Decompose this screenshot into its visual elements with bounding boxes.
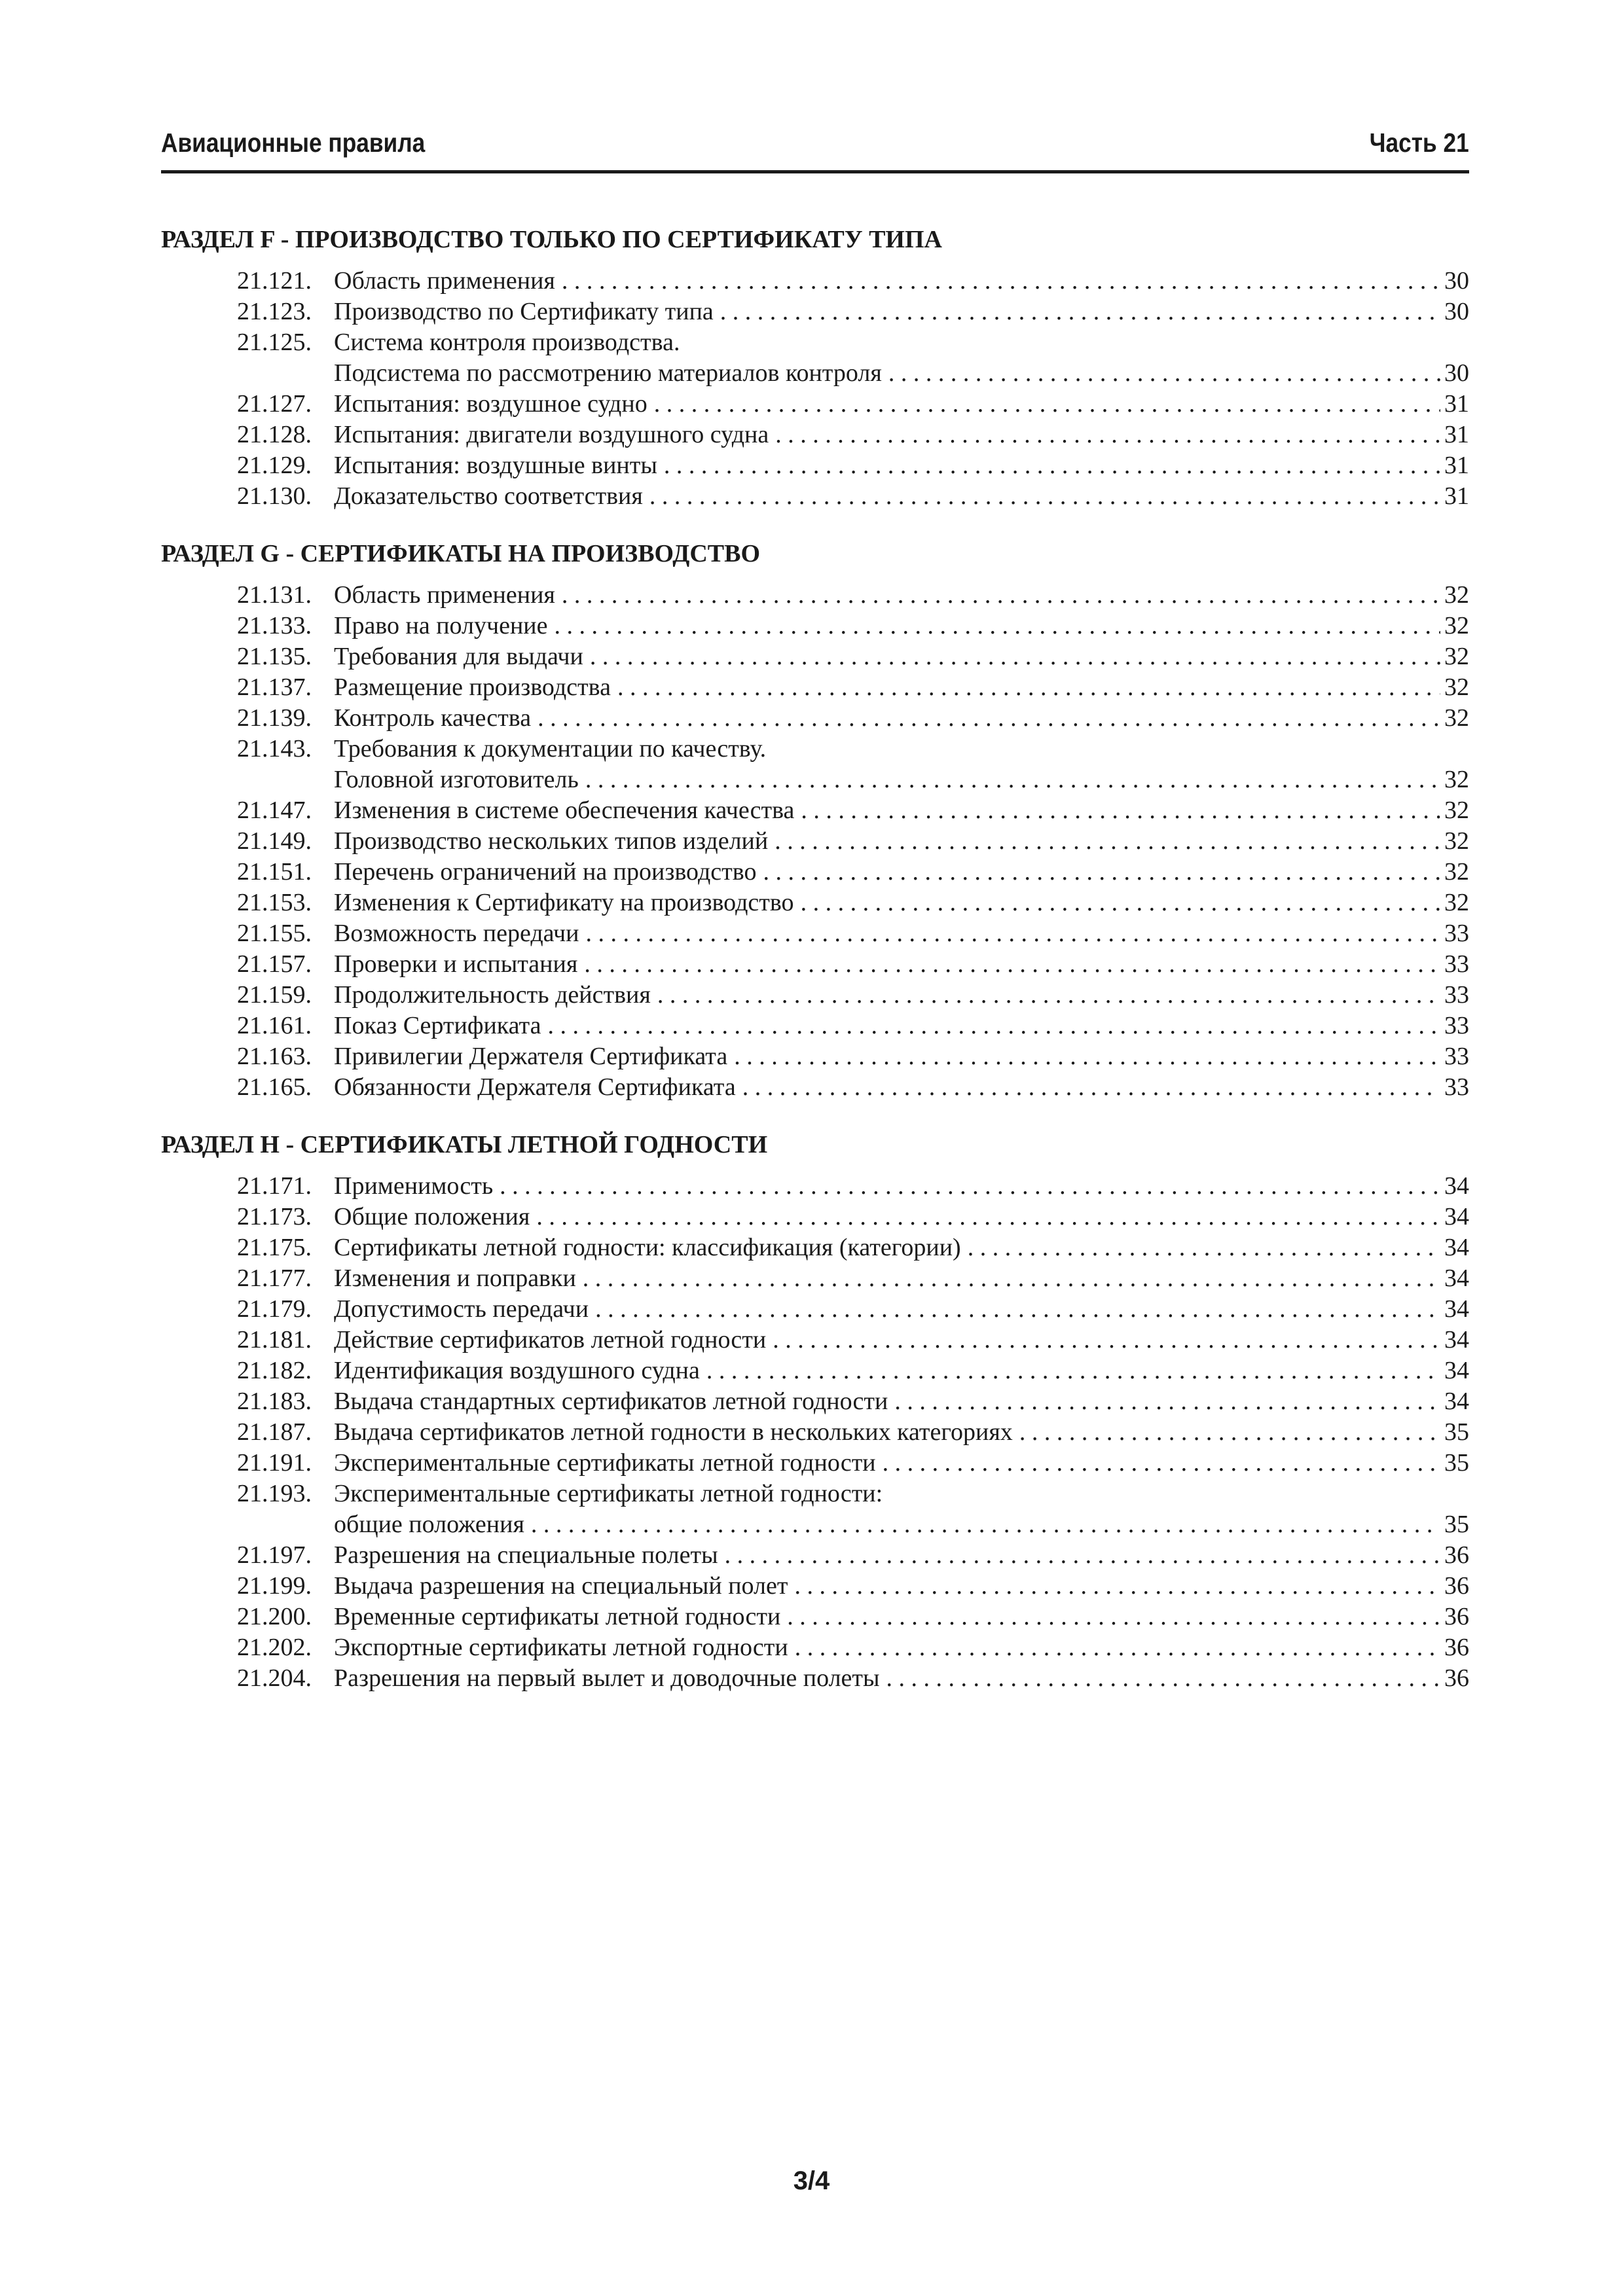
- entry-page: 33: [1444, 1043, 1469, 1070]
- toc-entry[interactable]: [161, 327, 1469, 389]
- entry-page: 32: [1444, 673, 1469, 701]
- entry-title: Испытания: воздушное судно: [334, 390, 647, 418]
- entry-title: Испытания: двигатели воздушного судна: [334, 421, 769, 448]
- entry-title: Выдача разрешения на специальный полет: [334, 1572, 788, 1600]
- entry-line: [334, 296, 1469, 327]
- toc-entry[interactable]: [161, 795, 1469, 826]
- entry-title: Временные сертификаты летной годности: [334, 1603, 781, 1630]
- toc-entry[interactable]: [161, 1663, 1469, 1694]
- entry-line: [334, 918, 1469, 949]
- entry-page: 32: [1444, 889, 1469, 916]
- page-number: 3/4: [793, 2166, 830, 2195]
- entry-number: 21.193.: [237, 1480, 312, 1507]
- entry-title: Область применения: [334, 267, 555, 295]
- toc-entry[interactable]: [161, 611, 1469, 641]
- dot-leader: [742, 1072, 1440, 1103]
- toc-entry[interactable]: [161, 420, 1469, 450]
- entry-title: Идентификация воздушного судна: [334, 1357, 700, 1384]
- dot-leader: [649, 481, 1440, 512]
- dot-leader: [657, 980, 1440, 1011]
- entry-line: [334, 1509, 1469, 1540]
- entry-line: [334, 1232, 1469, 1263]
- entry-number: 21.182.: [237, 1357, 312, 1384]
- entry-number: 21.127.: [237, 390, 312, 418]
- entry-title: Размещение производства: [334, 673, 611, 701]
- entry-number: 21.123.: [237, 298, 312, 325]
- table-of-contents: [161, 223, 1469, 1694]
- entry-page: 35: [1444, 1449, 1469, 1477]
- entry-page: 35: [1444, 1511, 1469, 1538]
- dot-leader: [720, 296, 1440, 327]
- entry-line: [334, 1355, 1469, 1386]
- entry-number: 21.165.: [237, 1073, 312, 1101]
- entry-page: 34: [1444, 1388, 1469, 1415]
- entry-page: 33: [1444, 950, 1469, 978]
- dot-leader: [562, 580, 1440, 611]
- dot-leader: [725, 1540, 1440, 1571]
- entry-page: 32: [1444, 766, 1469, 793]
- toc-section: [161, 1128, 1469, 1694]
- entry-title: Выдача сертификатов летной годности в нескольких категориях: [334, 1418, 1013, 1446]
- entry-title: Применимость: [334, 1172, 494, 1200]
- toc-entry[interactable]: [161, 1232, 1469, 1263]
- entry-title: Изменения к Сертификату на производство: [334, 889, 794, 916]
- entry-line: [334, 481, 1469, 512]
- entry-line: [334, 1011, 1469, 1041]
- toc-entry[interactable]: [161, 450, 1469, 481]
- document-title: Авиационные правила: [161, 128, 426, 158]
- dot-leader: [1019, 1417, 1440, 1448]
- entry-line: [334, 1448, 1469, 1479]
- entry-title: Допустимость передачи: [334, 1295, 589, 1323]
- entry-number: 21.131.: [237, 581, 312, 609]
- entry-page: 32: [1444, 827, 1469, 855]
- entry-line: [334, 1041, 1469, 1072]
- entry-number: 21.197.: [237, 1541, 312, 1569]
- entry-title: Подсистема по рассмотрению материалов контроля: [334, 359, 882, 387]
- entry-number: 21.175.: [237, 1234, 312, 1261]
- entry-line: [334, 795, 1469, 826]
- entry-line: [334, 826, 1469, 857]
- toc-entry[interactable]: [161, 1355, 1469, 1386]
- dot-leader: [763, 857, 1440, 888]
- toc-entry[interactable]: [161, 1448, 1469, 1479]
- entry-page: 30: [1444, 267, 1469, 295]
- entry-number: 21.181.: [237, 1326, 312, 1354]
- section-title: РАЗДЕЛ F - ПРОИЗВОДСТВО ТОЛЬКО ПО СЕРТИФИКАТУ ТИПА: [161, 226, 942, 253]
- dot-leader: [654, 389, 1440, 420]
- entry-title-first-line: Система контроля производства.: [334, 329, 680, 356]
- entry-page: 34: [1444, 1234, 1469, 1261]
- entry-title: Привилегии Держателя Сертификата: [334, 1043, 728, 1070]
- entry-page: 34: [1444, 1203, 1469, 1230]
- entry-number: 21.183.: [237, 1388, 312, 1415]
- toc-entry[interactable]: [161, 1632, 1469, 1663]
- entry-number: 21.199.: [237, 1572, 312, 1600]
- toc-entry[interactable]: [161, 1479, 1469, 1540]
- entry-title: Головной изготовитель: [334, 766, 579, 793]
- entry-page: 34: [1444, 1265, 1469, 1292]
- entry-line: [334, 1072, 1469, 1103]
- dot-leader: [536, 1202, 1440, 1232]
- toc-entry[interactable]: [161, 389, 1469, 420]
- entry-title: Проверки и испытания: [334, 950, 578, 978]
- entry-title: Экспортные сертификаты летной годности: [334, 1634, 788, 1661]
- entry-number: 21.149.: [237, 827, 312, 855]
- entry-number: 21.191.: [237, 1449, 312, 1477]
- dot-leader: [617, 672, 1440, 703]
- toc-entry[interactable]: [161, 1571, 1469, 1602]
- toc-entry[interactable]: [161, 1263, 1469, 1294]
- toc-entry[interactable]: [161, 1171, 1469, 1202]
- entry-page: 36: [1444, 1603, 1469, 1630]
- toc-entry[interactable]: [161, 1540, 1469, 1571]
- entry-title: Изменения в системе обеспечения качества: [334, 797, 795, 824]
- dot-leader: [584, 949, 1440, 980]
- entry-title: Действие сертификатов летной годности: [334, 1326, 767, 1354]
- toc-entry[interactable]: [161, 980, 1469, 1011]
- toc-entry[interactable]: [161, 1417, 1469, 1448]
- entry-number: 21.163.: [237, 1043, 312, 1070]
- entry-title: Контроль качества: [334, 704, 532, 732]
- entry-line: [334, 580, 1469, 611]
- entry-number: 21.128.: [237, 421, 312, 448]
- entry-line: [334, 1386, 1469, 1417]
- entry-line: [334, 641, 1469, 672]
- entry-title: Разрешения на первый вылет и доводочные полеты: [334, 1664, 880, 1692]
- entry-line: [334, 1602, 1469, 1632]
- entry-line: [334, 980, 1469, 1011]
- entry-number: 21.157.: [237, 950, 312, 978]
- entry-number: 21.173.: [237, 1203, 312, 1230]
- entry-line: [334, 450, 1469, 481]
- entry-page: 31: [1444, 482, 1469, 510]
- entry-page: 34: [1444, 1172, 1469, 1200]
- entry-title: Сертификаты летной годности: классификация (категории): [334, 1234, 961, 1261]
- entry-line: [334, 857, 1469, 888]
- toc-entry[interactable]: [161, 641, 1469, 672]
- entry-line: [334, 358, 1469, 389]
- dot-leader: [706, 1355, 1440, 1386]
- entry-number: 21.143.: [237, 735, 312, 762]
- entry-title: Производство по Сертификату типа: [334, 298, 714, 325]
- entry-page: 36: [1444, 1572, 1469, 1600]
- entry-number: 21.161.: [237, 1012, 312, 1039]
- toc-entry[interactable]: [161, 1325, 1469, 1355]
- entry-page: 32: [1444, 581, 1469, 609]
- entry-page: 32: [1444, 612, 1469, 639]
- entry-line: [334, 672, 1469, 703]
- entry-title: Испытания: воздушные винты: [334, 452, 657, 479]
- entry-page: 31: [1444, 421, 1469, 448]
- dot-leader: [664, 450, 1440, 481]
- toc-entry[interactable]: [161, 580, 1469, 611]
- part-label: Часть 21: [1370, 128, 1469, 158]
- entry-title: Разрешения на специальные полеты: [334, 1541, 718, 1569]
- entry-number: 21.129.: [237, 452, 312, 479]
- entry-line: [334, 949, 1469, 980]
- entry-page: 33: [1444, 1012, 1469, 1039]
- toc-entry[interactable]: [161, 672, 1469, 703]
- toc-entry[interactable]: [161, 1294, 1469, 1325]
- entry-page: 33: [1444, 920, 1469, 947]
- entry-number: 21.125.: [237, 329, 312, 356]
- toc-entry[interactable]: [161, 1202, 1469, 1232]
- dot-leader: [883, 1448, 1440, 1479]
- toc-entry[interactable]: [161, 1072, 1469, 1103]
- toc-entry[interactable]: [161, 481, 1469, 512]
- entry-title: Право на получение: [334, 612, 548, 639]
- dot-leader: [548, 1011, 1441, 1041]
- dot-leader: [894, 1386, 1440, 1417]
- entry-number: 21.171.: [237, 1172, 312, 1200]
- entry-title-first-line: Требования к документации по качеству.: [334, 735, 767, 762]
- entry-title: Требования для выдачи: [334, 643, 583, 670]
- entry-number: 21.159.: [237, 981, 312, 1009]
- entry-line: [334, 611, 1469, 641]
- entry-title: Возможность передачи: [334, 920, 579, 947]
- dot-leader: [583, 1263, 1440, 1294]
- entry-line: [334, 764, 1469, 795]
- dot-leader: [775, 826, 1440, 857]
- entry-page: 30: [1444, 298, 1469, 325]
- entry-line: [334, 1325, 1469, 1355]
- entry-page: 33: [1444, 1073, 1469, 1101]
- entry-title: общие положения: [334, 1511, 524, 1538]
- entry-number: 21.133.: [237, 612, 312, 639]
- toc-entry[interactable]: [161, 826, 1469, 857]
- entry-title: Общие положения: [334, 1203, 530, 1230]
- dot-leader: [585, 764, 1440, 795]
- entry-number: 21.155.: [237, 920, 312, 947]
- entry-line: [334, 703, 1469, 734]
- entry-number: 21.137.: [237, 673, 312, 701]
- toc-entry[interactable]: [161, 949, 1469, 980]
- entry-line: [334, 1540, 1469, 1571]
- entry-number: 21.187.: [237, 1418, 312, 1446]
- entry-title: Обязанности Держателя Сертификата: [334, 1073, 736, 1101]
- toc-entry[interactable]: [161, 703, 1469, 734]
- entry-page: 34: [1444, 1326, 1469, 1354]
- toc-entry[interactable]: [161, 1041, 1469, 1072]
- toc-entry[interactable]: [161, 918, 1469, 949]
- entry-line: [334, 266, 1469, 296]
- dot-leader: [801, 888, 1440, 918]
- toc-entry[interactable]: [161, 266, 1469, 296]
- entry-number: 21.130.: [237, 482, 312, 510]
- entry-page: 36: [1444, 1541, 1469, 1569]
- dot-leader: [801, 795, 1440, 826]
- entry-line: [334, 1632, 1469, 1663]
- toc-entry[interactable]: [161, 857, 1469, 888]
- dot-leader: [888, 358, 1440, 389]
- entry-number: 21.135.: [237, 643, 312, 670]
- entry-page: 31: [1444, 452, 1469, 479]
- entry-number: 21.147.: [237, 797, 312, 824]
- entry-number: 21.204.: [237, 1664, 312, 1692]
- entry-line: [334, 1417, 1469, 1448]
- entry-number: 21.179.: [237, 1295, 312, 1323]
- dot-leader: [531, 1509, 1440, 1540]
- entry-title: Область применения: [334, 581, 555, 609]
- dot-leader: [773, 1325, 1440, 1355]
- entry-page: 35: [1444, 1418, 1469, 1446]
- entry-line: [334, 1171, 1469, 1202]
- entry-number: 21.153.: [237, 889, 312, 916]
- page-header: [161, 124, 1469, 173]
- dot-leader: [590, 641, 1440, 672]
- dot-leader: [795, 1632, 1440, 1663]
- entry-page: 32: [1444, 797, 1469, 824]
- entry-page: 32: [1444, 643, 1469, 670]
- entry-number: 21.121.: [237, 267, 312, 295]
- entry-title: Продолжительность действия: [334, 981, 651, 1009]
- entry-page: 31: [1444, 390, 1469, 418]
- dot-leader: [886, 1663, 1440, 1694]
- toc-entry[interactable]: [161, 296, 1469, 327]
- dot-leader: [500, 1171, 1440, 1202]
- entry-title: Перечень ограничений на производство: [334, 858, 757, 886]
- entry-title: Изменения и поправки: [334, 1265, 576, 1292]
- entry-line: [334, 1294, 1469, 1325]
- entry-title-first-line: Экспериментальные сертификаты летной годности:: [334, 1480, 883, 1507]
- entry-page: 32: [1444, 704, 1469, 732]
- dot-leader: [538, 703, 1440, 734]
- entry-line: [334, 389, 1469, 420]
- section-title: РАЗДЕЛ H - СЕРТИФИКАТЫ ЛЕТНОЙ ГОДНОСТИ: [161, 1131, 768, 1158]
- toc-section: [161, 537, 1469, 1103]
- entry-page: 34: [1444, 1295, 1469, 1323]
- entry-line: [334, 1202, 1469, 1232]
- toc-entry[interactable]: [161, 1602, 1469, 1632]
- toc-entry[interactable]: [161, 888, 1469, 918]
- dot-leader: [775, 420, 1440, 450]
- entry-page: 32: [1444, 858, 1469, 886]
- dot-leader: [787, 1602, 1440, 1632]
- entry-line: [334, 420, 1469, 450]
- entry-page: 36: [1444, 1664, 1469, 1692]
- entry-number: 21.177.: [237, 1265, 312, 1292]
- entry-title: Выдача стандартных сертификатов летной годности: [334, 1388, 888, 1415]
- dot-leader: [968, 1232, 1440, 1263]
- entry-number: 21.139.: [237, 704, 312, 732]
- entry-title: Производство нескольких типов изделий: [334, 827, 769, 855]
- entry-page: 30: [1444, 359, 1469, 387]
- entry-title: Показ Сертификата: [334, 1012, 541, 1039]
- entry-line: [334, 888, 1469, 918]
- entry-title: Экспериментальные сертификаты летной годности: [334, 1449, 876, 1477]
- entry-number: 21.151.: [237, 858, 312, 886]
- entry-number: 21.200.: [237, 1603, 312, 1630]
- entry-page: 36: [1444, 1634, 1469, 1661]
- dot-leader: [595, 1294, 1440, 1325]
- entry-line: [334, 1571, 1469, 1602]
- entry-line: [334, 1663, 1469, 1694]
- dot-leader: [555, 611, 1440, 641]
- toc-section: [161, 223, 1469, 512]
- entry-line: [334, 1263, 1469, 1294]
- entry-number: 21.202.: [237, 1634, 312, 1661]
- dot-leader: [562, 266, 1440, 296]
- dot-leader: [734, 1041, 1440, 1072]
- toc-entry[interactable]: [161, 1011, 1469, 1041]
- section-title: РАЗДЕЛ G - СЕРТИФИКАТЫ НА ПРОИЗВОДСТВО: [161, 540, 761, 567]
- toc-entry[interactable]: [161, 734, 1469, 795]
- dot-leader: [794, 1571, 1440, 1602]
- toc-entry[interactable]: [161, 1386, 1469, 1417]
- dot-leader: [585, 918, 1440, 949]
- entry-title: Доказательство соответствия: [334, 482, 643, 510]
- entry-page: 33: [1444, 981, 1469, 1009]
- entry-page: 34: [1444, 1357, 1469, 1384]
